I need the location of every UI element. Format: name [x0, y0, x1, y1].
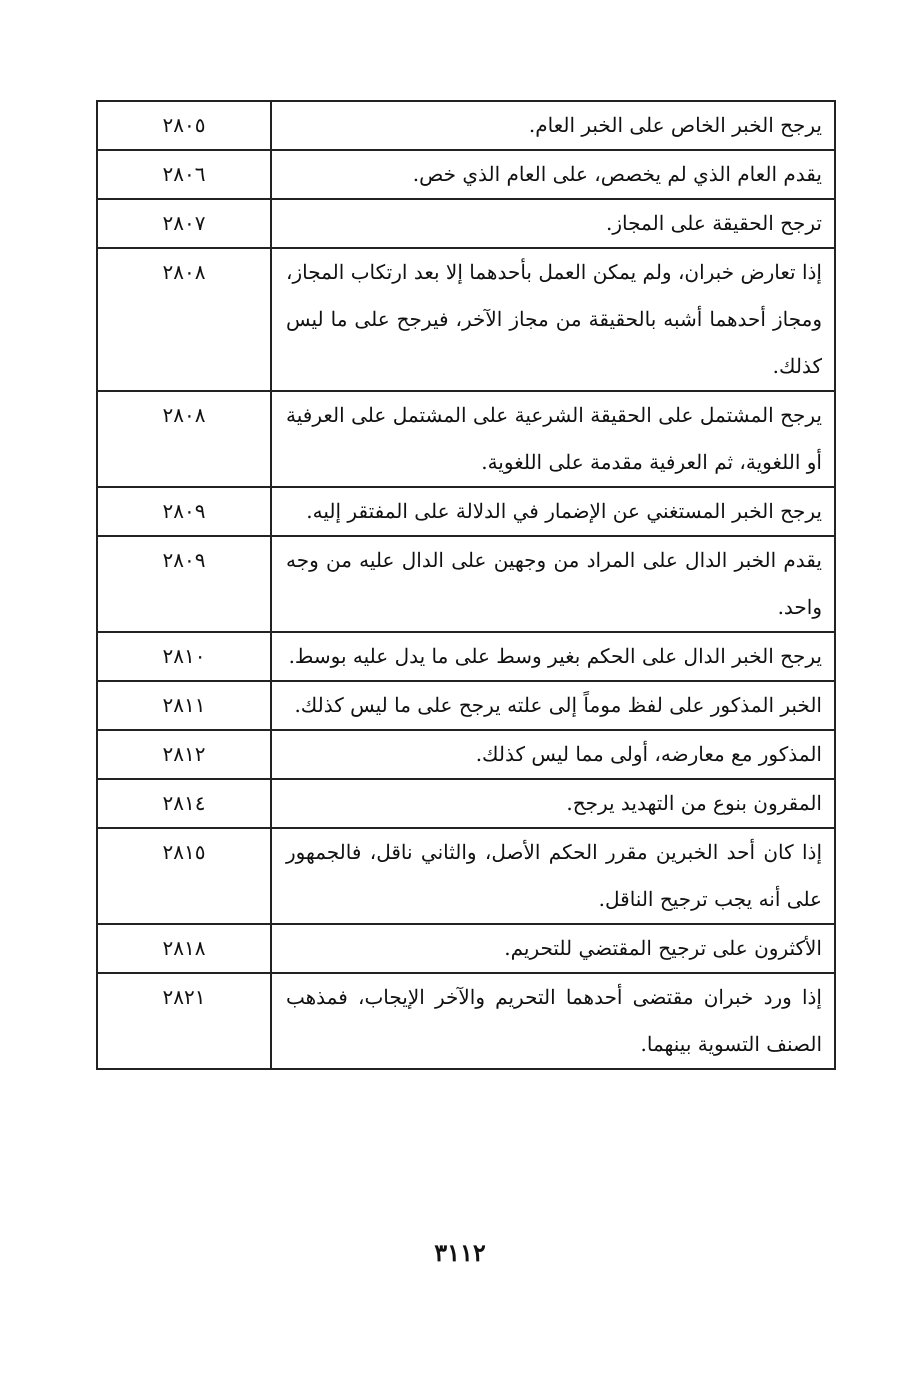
ruling-text: إذا كان أحد الخبرين مقرر الحكم الأصل، والثاني ناقل، فالجمهور على أنه يجب ترجيح الناقل.: [271, 828, 835, 924]
table-row: [97, 730, 835, 779]
ruling-number: ٢٨٠٧: [97, 199, 271, 248]
ruling-text: إذا ورد خبران مقتضى أحدهما التحريم والآخر الإيجاب، فمذهب الصنف التسوية بينهما.: [271, 973, 835, 1069]
ruling-text: يرجح الخبر الدال على الحكم بغير وسط على ما يدل عليه بوسط.: [271, 632, 835, 681]
table-row: [97, 391, 835, 487]
table-row: [97, 681, 835, 730]
table-row: [97, 828, 835, 924]
rulings-table: [96, 100, 836, 1070]
ruling-text: الخبر المذكور على لفظ موماً إلى علته يرجح على ما ليس كذلك.: [271, 681, 835, 730]
ruling-number: ٢٨١٤: [97, 779, 271, 828]
ruling-text: ترجح الحقيقة على المجاز.: [271, 199, 835, 248]
ruling-number: ٢٨٠٥: [97, 101, 271, 150]
table-row: [97, 632, 835, 681]
ruling-number: ٢٨١٢: [97, 730, 271, 779]
table-row: [97, 973, 835, 1069]
ruling-text: يقدم العام الذي لم يخصص، على العام الذي خص.: [271, 150, 835, 199]
ruling-number: ٢٨٠٨: [97, 391, 271, 487]
page-number: ٣١١٢: [434, 1238, 486, 1267]
ruling-text: الأكثرون على ترجيح المقتضي للتحريم.: [271, 924, 835, 973]
ruling-number: ٢٨٠٨: [97, 248, 271, 391]
ruling-number: ٢٨٠٩: [97, 536, 271, 632]
ruling-text: إذا تعارض خبران، ولم يمكن العمل بأحدهما إلا بعد ارتكاب المجاز، ومجاز أحدهما أشبه بالحقيقة من مجاز الآخر، فيرجح على ما ليس كذلك.: [271, 248, 835, 391]
ruling-number: ٢٨١٥: [97, 828, 271, 924]
table-row: [97, 779, 835, 828]
table-row: [97, 150, 835, 199]
table-row: [97, 487, 835, 536]
rulings-table-body: [97, 101, 835, 1069]
ruling-number: ٢٨١٠: [97, 632, 271, 681]
table-row: [97, 199, 835, 248]
ruling-text: المقرون بنوع من التهديد يرجح.: [271, 779, 835, 828]
ruling-number: ٢٨٠٩: [97, 487, 271, 536]
ruling-text: يرجح الخبر المستغني عن الإضمار في الدلالة على المفتقر إليه.: [271, 487, 835, 536]
ruling-text: يقدم الخبر الدال على المراد من وجهين على الدال عليه من وجه واحد.: [271, 536, 835, 632]
ruling-number: ٢٨٠٦: [97, 150, 271, 199]
ruling-text: يرجح الخبر الخاص على الخبر العام.: [271, 101, 835, 150]
ruling-text: المذكور مع معارضه، أولى مما ليس كذلك.: [271, 730, 835, 779]
table-row: [97, 536, 835, 632]
table-row: [97, 101, 835, 150]
ruling-number: ٢٨٢١: [97, 973, 271, 1069]
table-row: [97, 248, 835, 391]
ruling-number: ٢٨١١: [97, 681, 271, 730]
ruling-number: ٢٨١٨: [97, 924, 271, 973]
table-row: [97, 924, 835, 973]
ruling-text: يرجح المشتمل على الحقيقة الشرعية على المشتمل على العرفية أو اللغوية، ثم العرفية مقدمة على اللغوية.: [271, 391, 835, 487]
